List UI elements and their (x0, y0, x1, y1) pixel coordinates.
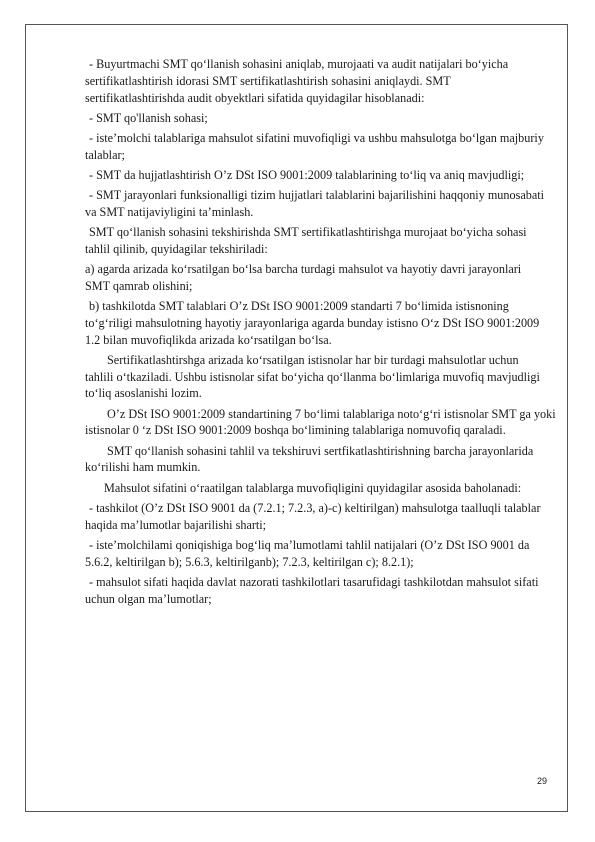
list-item-processes: - SMT jarayonlari funksionalligi tizim hujjatlari talablarini bajarilishini haqqoniy munosabati va SMT natijaviyligini ta’minlash. (85, 188, 545, 219)
document-page (1, 0, 594, 840)
page-number: 29 (536, 776, 547, 786)
document-body (85, 56, 556, 611)
paragraph-quality-assessment: Mahsulot sifatini o‘raatilgan talablarga muvofiqligini quyidagilar asosida baholanadi: (104, 480, 522, 495)
list-item-scope: - SMT qo'llanish sohasi; (89, 110, 208, 125)
list-item-state-control: - mahsulot sifati haqida davlat nazorati tashkilotlari tasarufidagi tashkilotdan mahsulot sifati uchun olgan ma’lumotlar; (85, 574, 539, 606)
list-item-a: a) agarda arizada ko‘rsatilgan bo‘lsa barcha turdagi mahsulot va hayotiy davri jarayonlari SMT qamrab olishini; (85, 262, 522, 293)
list-item-organization-requirements: - tashkilot (O’z DSt ISO 9001 da (7.2.1; 7.2.3, a)-c) keltirilgan) mahsulotga taalluqli talablar haqida ma’lumotlar bajarilishi sharti; (85, 500, 541, 532)
list-item-consumer-requirements: - iste’molchi talablariga mahsulot sifatini muvofiqligi va ushbu mahsulotga bo‘lgan majburiy talablar; (85, 130, 544, 162)
paragraph-exclusions: Sertifikatlashtirshga arizada ko‘rsatilgan istisnolar har bir turdagi mahsulotlar uchun tahlili o‘tkaziladi. Ushbu istisnolar sifat bo‘yicha qo‘llanma bo‘limlariga muvofiq mavjudligi to‘liq asoslanishi lozim. (85, 352, 540, 401)
paragraph-scope-analysis: SMT qo‘llanish sohasini tahlil va tekshiruvi sertfikatlashtirishning barcha jarayonlarida ko‘rilishi ham mumkin. (85, 443, 534, 475)
paragraph-incorrect-exclusions: O’z DSt ISO 9001:2009 standartining 7 bo‘limi talablariga noto‘g‘ri istisnolar SMT ga yoki istisnolar 0 ‘z DSt ISO 9001:2009 boshqa bo‘limining talablariga nomuvofiq qaraladi. (85, 406, 556, 438)
paragraph-scope-check: SMT qo‘llanish sohasini tekshirishda SMT sertifikatlashtirishga murojaat bo‘yicha sohasi tahlil qilinib, quyidagilar tekshiriladi: (85, 225, 527, 256)
list-item-documentation: - SMT da hujjatlashtirish O’z DSt ISO 9001:2009 talablarining to‘liq va aniq mavjudligi; (89, 167, 525, 182)
list-item-b: b) tashkilotda SMT talablari O’z DSt ISO 9001:2009 standarti 7 bo‘limida istisnoning to‘g‘riligi mahsulotning hayotiy jarayonlariga agarda bunday istisno O‘z DSt ISO 9001:2009 1.2 bilan muvofiqlikda arizada ko‘rsatilgan bo‘lsa. (85, 299, 540, 347)
paragraph-audit-objects: - Buyurtmachi SMT qo‘llanish sohasini aniqlab, murojaati va audit natijalari bo‘yicha sertifikatlashtirish idorasi SMT sertifikatlashtirish sohasini aniqlaydi. SMT sertifikatlashtirishda audit obyektlari sifatida quyidagilar hisoblanadi: (85, 57, 509, 105)
list-item-consumer-satisfaction: - iste’molchilami qoniqishiga bog‘liq ma’lumotlami tahlil natijalari (O’z DSt ISO 9001 da 5.6.2, keltirilgan b); 5.6.3, keltirilganb); 7.2.3, keltirilgan c); 8.2.1); (85, 537, 530, 569)
